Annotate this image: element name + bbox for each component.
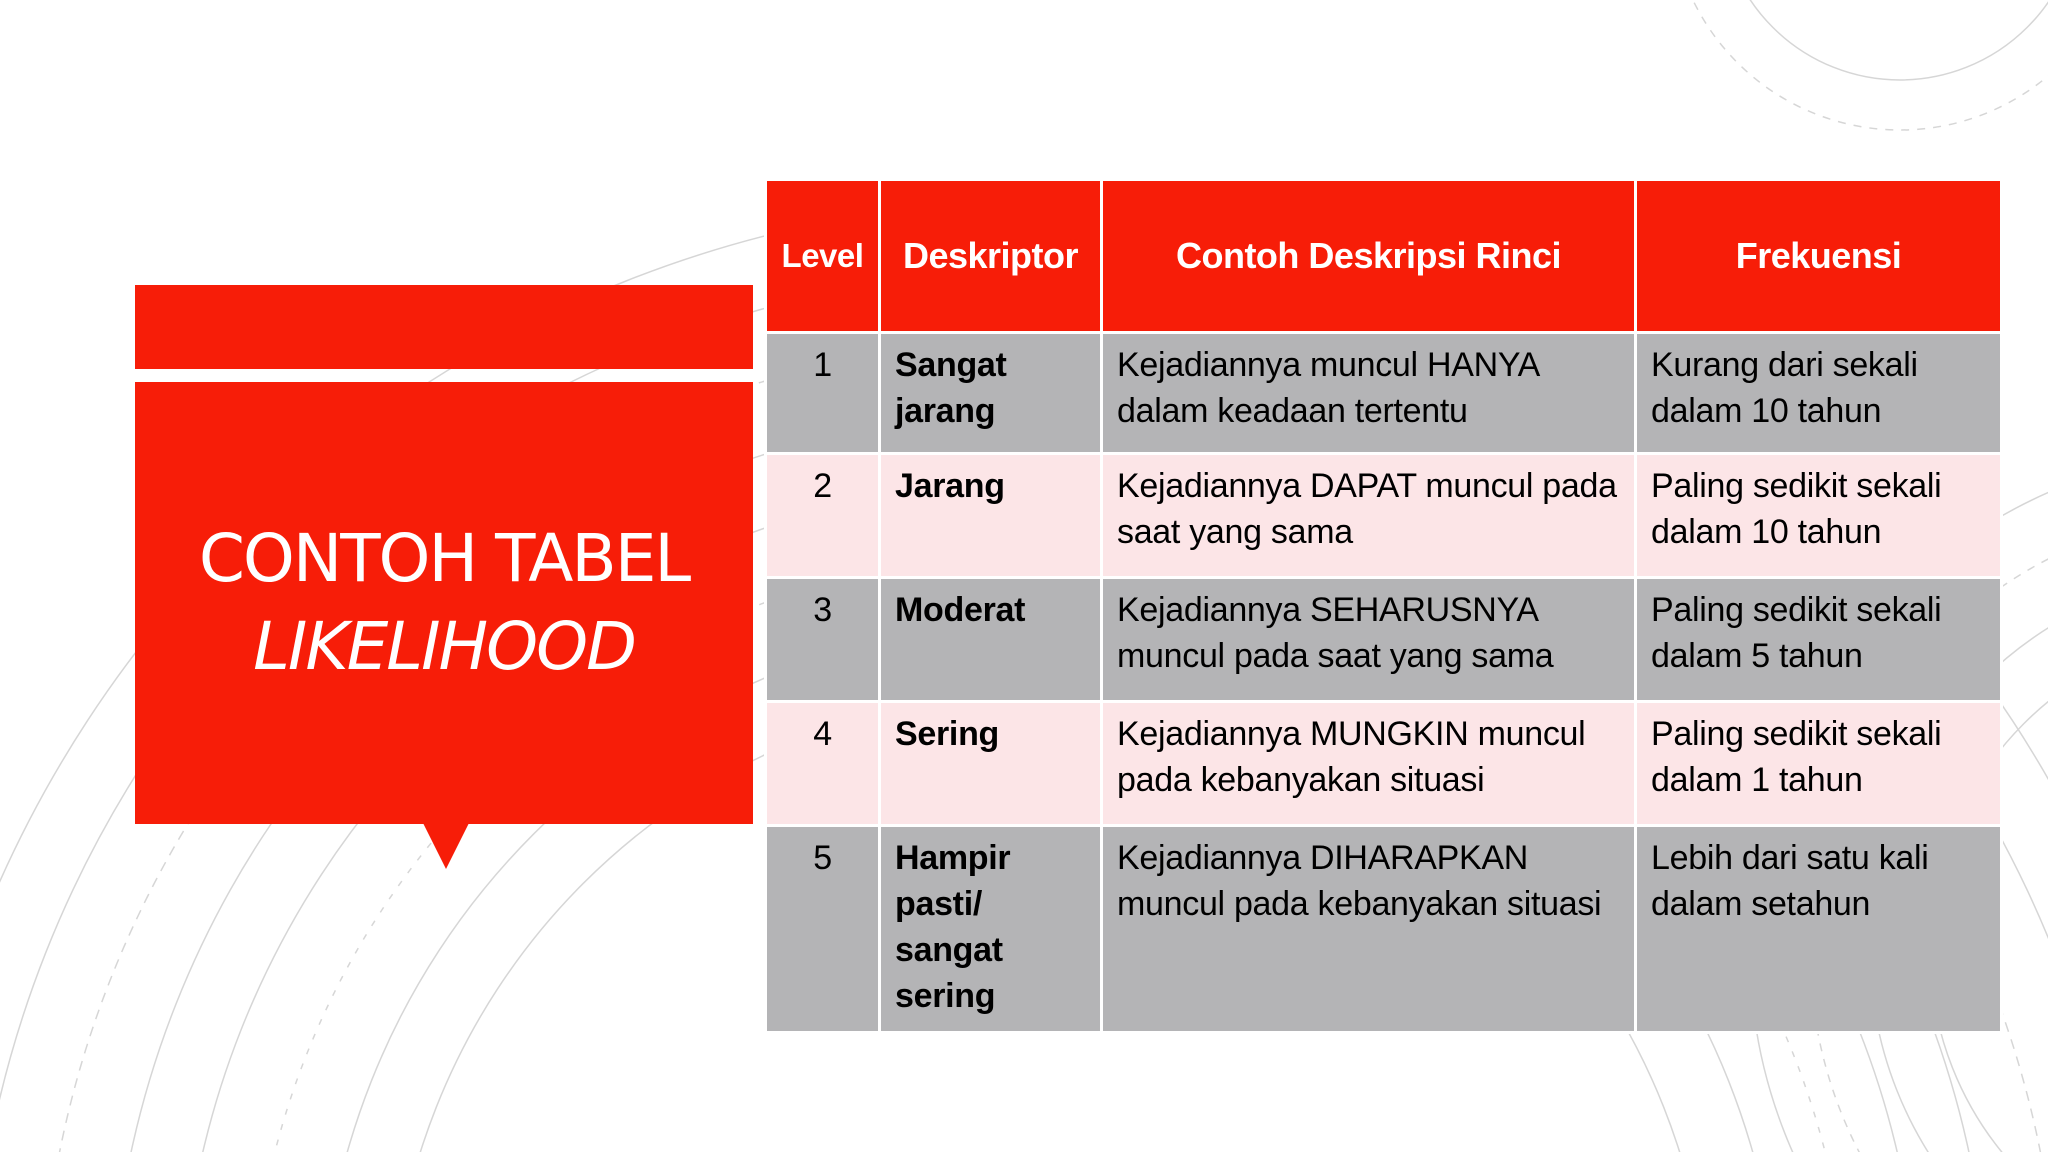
cell-descriptor: Moderat [880,578,1102,702]
cell-frequency: Paling sedikit sekali dalam 1 tahun [1636,702,2002,826]
title-callout-box [135,382,753,824]
header-level: Level [766,180,880,333]
cell-frequency: Kurang dari sekali dalam 10 tahun [1636,333,2002,454]
cell-frequency: Paling sedikit sekali dalam 10 tahun [1636,454,2002,578]
cell-detail: Kejadiannya DIHARAPKAN muncul pada kebanyakan situasi [1102,826,1636,1033]
slide-title-line1: CONTOH TABEL [198,520,690,597]
table-row [766,702,2002,826]
cell-descriptor: Hampir pasti/ sangat sering [880,826,1102,1033]
cell-level: 2 [766,454,880,578]
likelihood-table-container [764,178,2000,1034]
header-frequency: Frekuensi [1636,180,2002,333]
cell-descriptor: Sering [880,702,1102,826]
cell-level: 3 [766,578,880,702]
title-accent-bar [135,285,753,369]
header-detail: Contoh Deskripsi Rinci [1102,180,1636,333]
cell-detail: Kejadiannya muncul HANYA dalam keadaan tertentu [1102,333,1636,454]
cell-descriptor: Sangat jarang [880,333,1102,454]
cell-frequency: Paling sedikit sekali dalam 5 tahun [1636,578,2002,702]
table-row [766,578,2002,702]
cell-detail: Kejadiannya MUNGKIN muncul pada kebanyakan situasi [1102,702,1636,826]
cell-descriptor: Jarang [880,454,1102,578]
likelihood-table [764,178,2003,1034]
header-descriptor: Deskriptor [880,180,1102,333]
table-header-row [766,180,2002,333]
slide-title-line2: LIKELIHOOD [253,608,635,685]
table-row [766,826,2002,1033]
table-row [766,454,2002,578]
callout-pointer [423,823,469,869]
cell-level: 1 [766,333,880,454]
cell-detail: Kejadiannya DAPAT muncul pada saat yang sama [1102,454,1636,578]
cell-level: 5 [766,826,880,1033]
cell-detail: Kejadiannya SEHARUSNYA muncul pada saat yang sama [1102,578,1636,702]
table-row [766,333,2002,454]
cell-level: 4 [766,702,880,826]
cell-frequency: Lebih dari satu kali dalam setahun [1636,826,2002,1033]
